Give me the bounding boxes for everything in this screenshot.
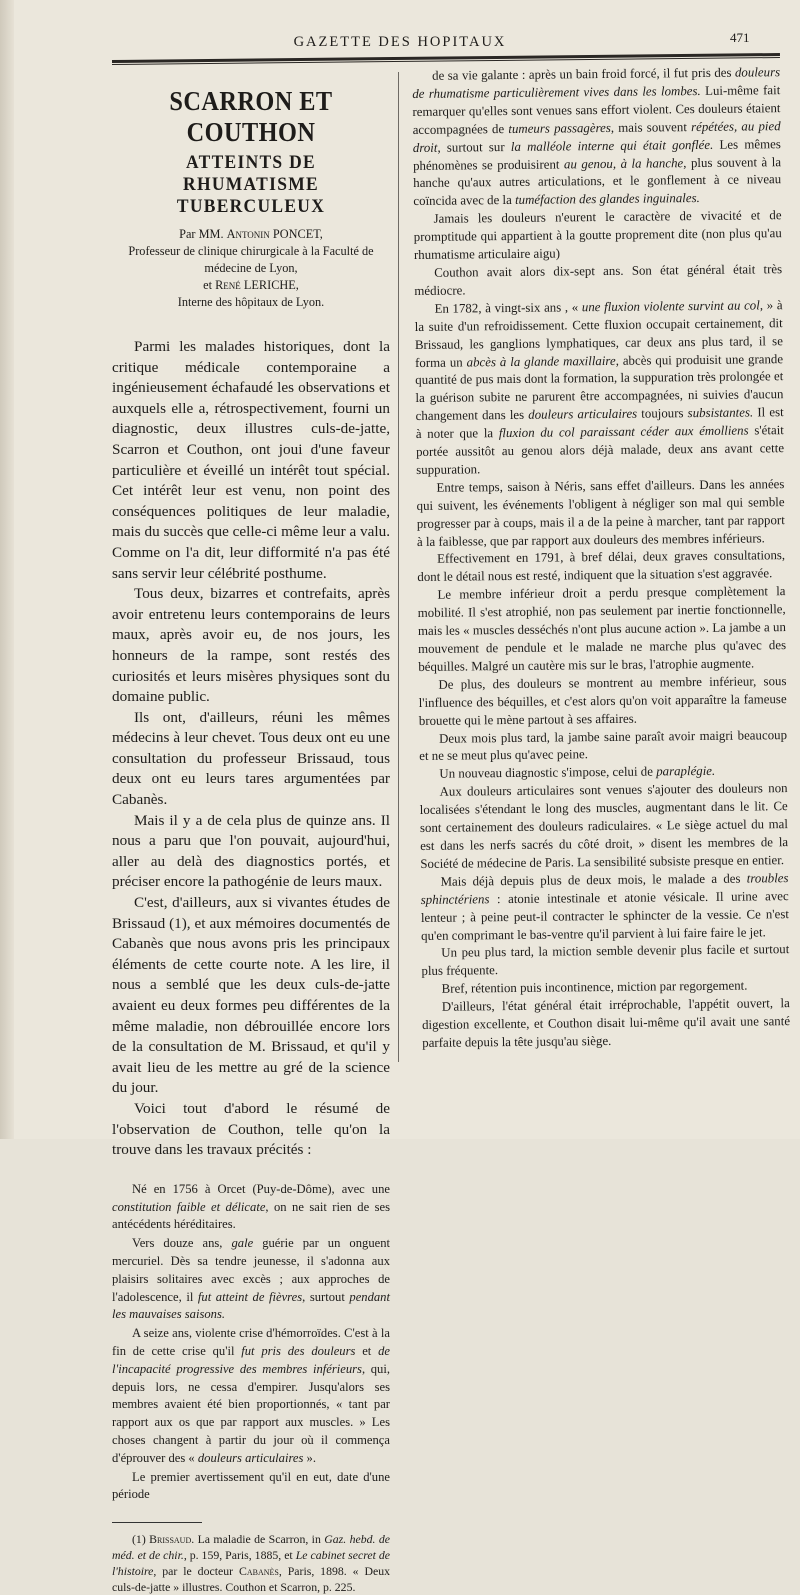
italic-run: tuméfaction des glandes inguinales. [514, 191, 700, 208]
column-divider [398, 72, 399, 1062]
text-run: , Paris, 1898. « Deux culs-de-jatte » illustres. Couthon et Scarron, p. 225. [112, 1564, 390, 1595]
italic-run: subsistantes. [687, 405, 754, 421]
italic-run: tumeurs passagères [508, 120, 611, 136]
text-run: ». [303, 1450, 316, 1465]
text-run: Il est à noter que la [415, 405, 784, 442]
text-run: Né en 1756 à Orcet (Puy-de-Dôme), avec une [132, 1181, 390, 1196]
paragraph: Parmi les malades historiques, dont la critique médicale contemporaine a ingénieusement échafaudé les observations et auxquels elle a, rétrospectivement, fourni un diagnostic, deux illustres culs-de-jatte, Scarron et Couthon, ont joui d'une faveur particulière et éveillé un intérêt tout spécial. Cet intérêt leur est venu, non point des conséquences politiques de leur maladie, mais du succès que celle-ci même leur a valu. Comme on l'a dit, leur difformité n'a pas été sans servir leur célébrité posthume. [112, 338, 390, 582]
italic-run: pendant les mauvaises saisons. [112, 1289, 390, 1322]
page-binding-edge [0, 0, 14, 1139]
italic-run: constitution faible et délicate [112, 1199, 266, 1214]
author-role-2: Interne des hôpitaux de Lyon. [177, 295, 325, 309]
italic-run: fut atteint de fièvres [197, 1289, 303, 1304]
text-run: de sa vie galante : après un bain froid forcé, il fut pris des [432, 65, 736, 83]
text-run: s'était portée aussitôt au genou alors déjà malade, deux ans avant cette suppuration. [415, 423, 785, 477]
italic-run: une fluxion violente survint au col [581, 298, 760, 315]
text-run: Mais déjà depuis plus de deux mois, le malade a des [440, 871, 747, 889]
observation-summary [112, 1181, 390, 1504]
italic-run: troubles sphinctériens [420, 870, 789, 907]
text-run: . La maladie de Scarron, in [191, 1532, 325, 1547]
text-run: , abcès qui produisit une grande quantité de pus mais dont la formation, la suppuration très prolongée et la guérison subite ne parurent être accompagnées, ni suivies d'aucun changement dans les [415, 351, 784, 424]
paragraph: Mais il y a de cela plus de quinze ans. Il nous a paru que l'on pouvait, aujourd'hui, aller au delà des diagnostics portés, et préciser encore la pathogénie de leurs maux. [112, 811, 390, 891]
paragraph [420, 870, 789, 945]
text-run: , surtout [302, 1289, 350, 1304]
paragraph: Un peu plus tard, la miction semble devenir plus facile et surtout plus fréquente. [421, 942, 790, 979]
paragraph [414, 297, 784, 480]
author-line-2 [112, 277, 390, 294]
paragraph: Deux mois plus tard, la jambe saine paraît avoir maigri beaucoup et ne se meut plus qu'avec peine. [419, 727, 788, 764]
italic-run: fut pris des douleurs [241, 1343, 356, 1358]
paragraph: D'ailleurs, l'état général était irréprochable, l'appétit ouvert, la digestion excellente, et Couthon disait lui-même qu'il avait une santé parfaite depuis la tête jusqu'au siège. [421, 996, 791, 1050]
right-column [412, 64, 790, 1053]
footnote [112, 1531, 390, 1595]
text-run: (1) [132, 1532, 150, 1547]
text-run: Un nouveau diagnostic s'impose, celui de [439, 764, 657, 782]
italic-run: de l'incapacité progressive des membres inférieurs [112, 1343, 390, 1376]
paragraph: Aux douleurs articulaires sont venues s'ajouter des douleurs non localisées s'étendant le long des muscles, augmentant dans le lit. Ce sont certainement des douleurs radiculaires. « Le siège actuel du mal est dans les nerfs sacrés du côté droit, » disent les membres de la Société de médecine de Paris. La sensibilité subsiste presque en entier. [419, 781, 789, 871]
text-run: , p. 159, Paris, 1885, et [183, 1548, 296, 1563]
paragraph [112, 1235, 390, 1324]
footnote-rule [112, 1522, 202, 1523]
paragraph [412, 64, 781, 211]
paragraph [112, 1325, 390, 1467]
italic-run: répétées, au pied droit [412, 118, 781, 155]
running-header-title: GAZETTE DES HOPITAUX [293, 34, 507, 50]
text-run: , par le docteur [153, 1564, 239, 1579]
article-body-intro [112, 337, 390, 1161]
author-lastname: PONCET, [269, 227, 323, 241]
paragraph: Effectivement en 1791, à bref délai, deux graves consultations, dont le détail nous est resté, indiquent que la situation s'est aggravée. [417, 548, 786, 585]
author-prefix: Par MM. [179, 227, 227, 241]
text-run: : atonie intestinale et atonie vésicale. Il urine avec lenteur ; à peine peut-il contracter le sphincter de la vessie. Ce n'est qu'en comprimant le bas-ventre qu'il parvient à lui faire faire le jet. [420, 888, 789, 943]
text-run: , mais souvent [610, 119, 692, 135]
left-column [112, 86, 390, 1595]
paragraph: C'est, d'ailleurs, aux si vivantes études de Brissaud (1), et aux mémoires documentés de Cabanès que nous avons pris les principaux éléments de cette courte note. A les lire, il nous a semblé que les deux culs-de-jatte avaient eu deux formes peu différentes de la même maladie, non débrouillée encore lors de la consultation de M. Brissaud, et qu'il y avait lieu de les mettre au gré de la science du jour. [112, 894, 390, 1097]
text-run: toujours [637, 406, 688, 421]
text-run: et [355, 1343, 379, 1358]
paragraph: Le membre inférieur droit a perdu presque complètement la mobilité. Il s'est atrophié, non pas seulement par inertie fonctionnelle, mais les « muscles desséchés n'ont plus aucune action ». La jambe a un mouvement de pendule et le malade ne marche plus qu'avec des béquilles. Malgré un cautère mis sur le bras, l'atrophie augmente. [417, 584, 787, 674]
paragraph: Ils ont, d'ailleurs, réuni les mêmes médecins à leur chevet. Tous deux ont eu une consultation du professeur Brissaud, tous deux ont eu leurs tares argumentées par Cabanès. [112, 708, 390, 809]
italic-run: paraplégie. [656, 764, 716, 779]
paragraph: Le premier avertissement qu'il en eut, date d'une période [112, 1469, 390, 1502]
italic-run: douleurs articulaires [528, 406, 638, 423]
text-run: , » à la suite d'un refroidissement. Cette fluxion occupait certainement, dit Brissaud, les ganglions lymphatiques, car deux ans plus tard, il se forma un [414, 297, 783, 370]
article-subtitle: ATTEINTS DE RHUMATISME TUBERCULEUX [176, 152, 326, 217]
text-run: En 1782, à vingt-six ans , « [434, 300, 582, 316]
smallcaps-run: Cabanès [238, 1564, 279, 1579]
text-run: guérie par un onguent mercuriel. Dès sa tendre jeunesse, il s'adonna aux plaisirs solitaires avec excès ; aux approches de l'adolescence, il [112, 1236, 390, 1304]
text-run: Vers douze ans, [132, 1236, 232, 1251]
smallcaps-run: Brissaud [149, 1532, 192, 1547]
text-run: , on ne sait rien de ses antécédents héréditaires. [112, 1199, 390, 1232]
paragraph: De plus, des douleurs se montrent au membre inférieur, sous l'influence des béquilles, et c'est alors qu'on voit apparaître la fameuse brouette qui le mène partout à ses affaires. [418, 673, 787, 728]
text-run: Les mêmes phénomènes se produisirent [412, 136, 781, 173]
text-run: Lui-même fait remarquer qu'elles sont venues sans effort violent. Ces douleurs étaient accompagnées de [412, 83, 781, 137]
paragraph [112, 1181, 390, 1234]
italic-run: douleurs articulaires [197, 1450, 304, 1465]
author-firstname: Antonin [226, 227, 270, 241]
text-run: , surtout sur [437, 139, 511, 155]
paragraph: Tous deux, bizarres et contrefaits, après avoir entretenu leurs contemporains de leurs maux, après avoir eu, de nos jours, les honneurs de la rampe, sont restés des curiosités et leurs misères physiques sont du domaine public. [112, 585, 390, 706]
paragraph: Voici tout d'abord le résumé de l'observation de Couthon, telle qu'on la trouve dans les travaux précités : [112, 1099, 390, 1159]
italic-run: la malléole interne qui était gonflée. [510, 137, 714, 154]
italic-run: au genou, à la hanche [563, 155, 684, 171]
page-number: 471 [730, 30, 750, 45]
italic-run: gale [231, 1236, 254, 1251]
article-title: SCARRON ET COUTHON [169, 86, 333, 147]
byline [112, 226, 390, 311]
text-run: , plus souvent à la hanche qu'aux autres articulations, et le gonflement à ce niveau coïncida avec de la [413, 154, 782, 209]
text-run: A seize ans, violente crise d'hémorroïdes. C'est à la fin de cette crise qu'il [112, 1326, 390, 1358]
italic-run: abcès à la glande maxillaire [466, 353, 616, 369]
italic-run: douleurs de rhumatisme particulièrement vives dans les lombes. [412, 65, 781, 101]
italic-run: fluxion du col paraissant céder aux émolliens [498, 423, 749, 441]
italic-run: Le cabinet secret de l'histoire [112, 1548, 390, 1579]
paragraph: Entre temps, saison à Néris, sans effet d'ailleurs. Dans les années qui suivent, les événements l'obligent à négliger son mal qui semble progresser par à coups, mais il a de la peine à marcher, tant par rapport à la faiblesse, que par rapport aux douleurs des membres inférieurs. [416, 476, 785, 549]
author-lastname: LERICHE, [240, 278, 299, 292]
paragraph: Jamais les douleurs n'eurent le caractère de vivacité et de promptitude qui appartient à la goutte proprement dite (non plus qu'au rhumatisme articulaire aigu) [413, 208, 782, 263]
paragraph: Bref, rétention puis incontinence, miction par regorgement. [441, 978, 748, 996]
author-line-1 [112, 226, 390, 243]
italic-run: Gaz. hebd. de méd. et de chir. [112, 1532, 390, 1563]
author-firstname: René [215, 278, 241, 292]
paragraph: Couthon avait alors dix-sept ans. Son état général était très médiocre. [414, 262, 783, 298]
author-prefix: et [203, 278, 216, 292]
text-run: , qui, depuis lors, ne cessa d'empirer. Jusqu'alors ses membres avaient été bien proportionnés, « tant par rapport aux os que par rapport aux muscles. » Les choses changent à partir du jour où il commença d'éprouver des « [112, 1361, 391, 1465]
author-role-1: Professeur de clinique chirurgicale à la Faculté de médecine de Lyon, [128, 244, 374, 275]
